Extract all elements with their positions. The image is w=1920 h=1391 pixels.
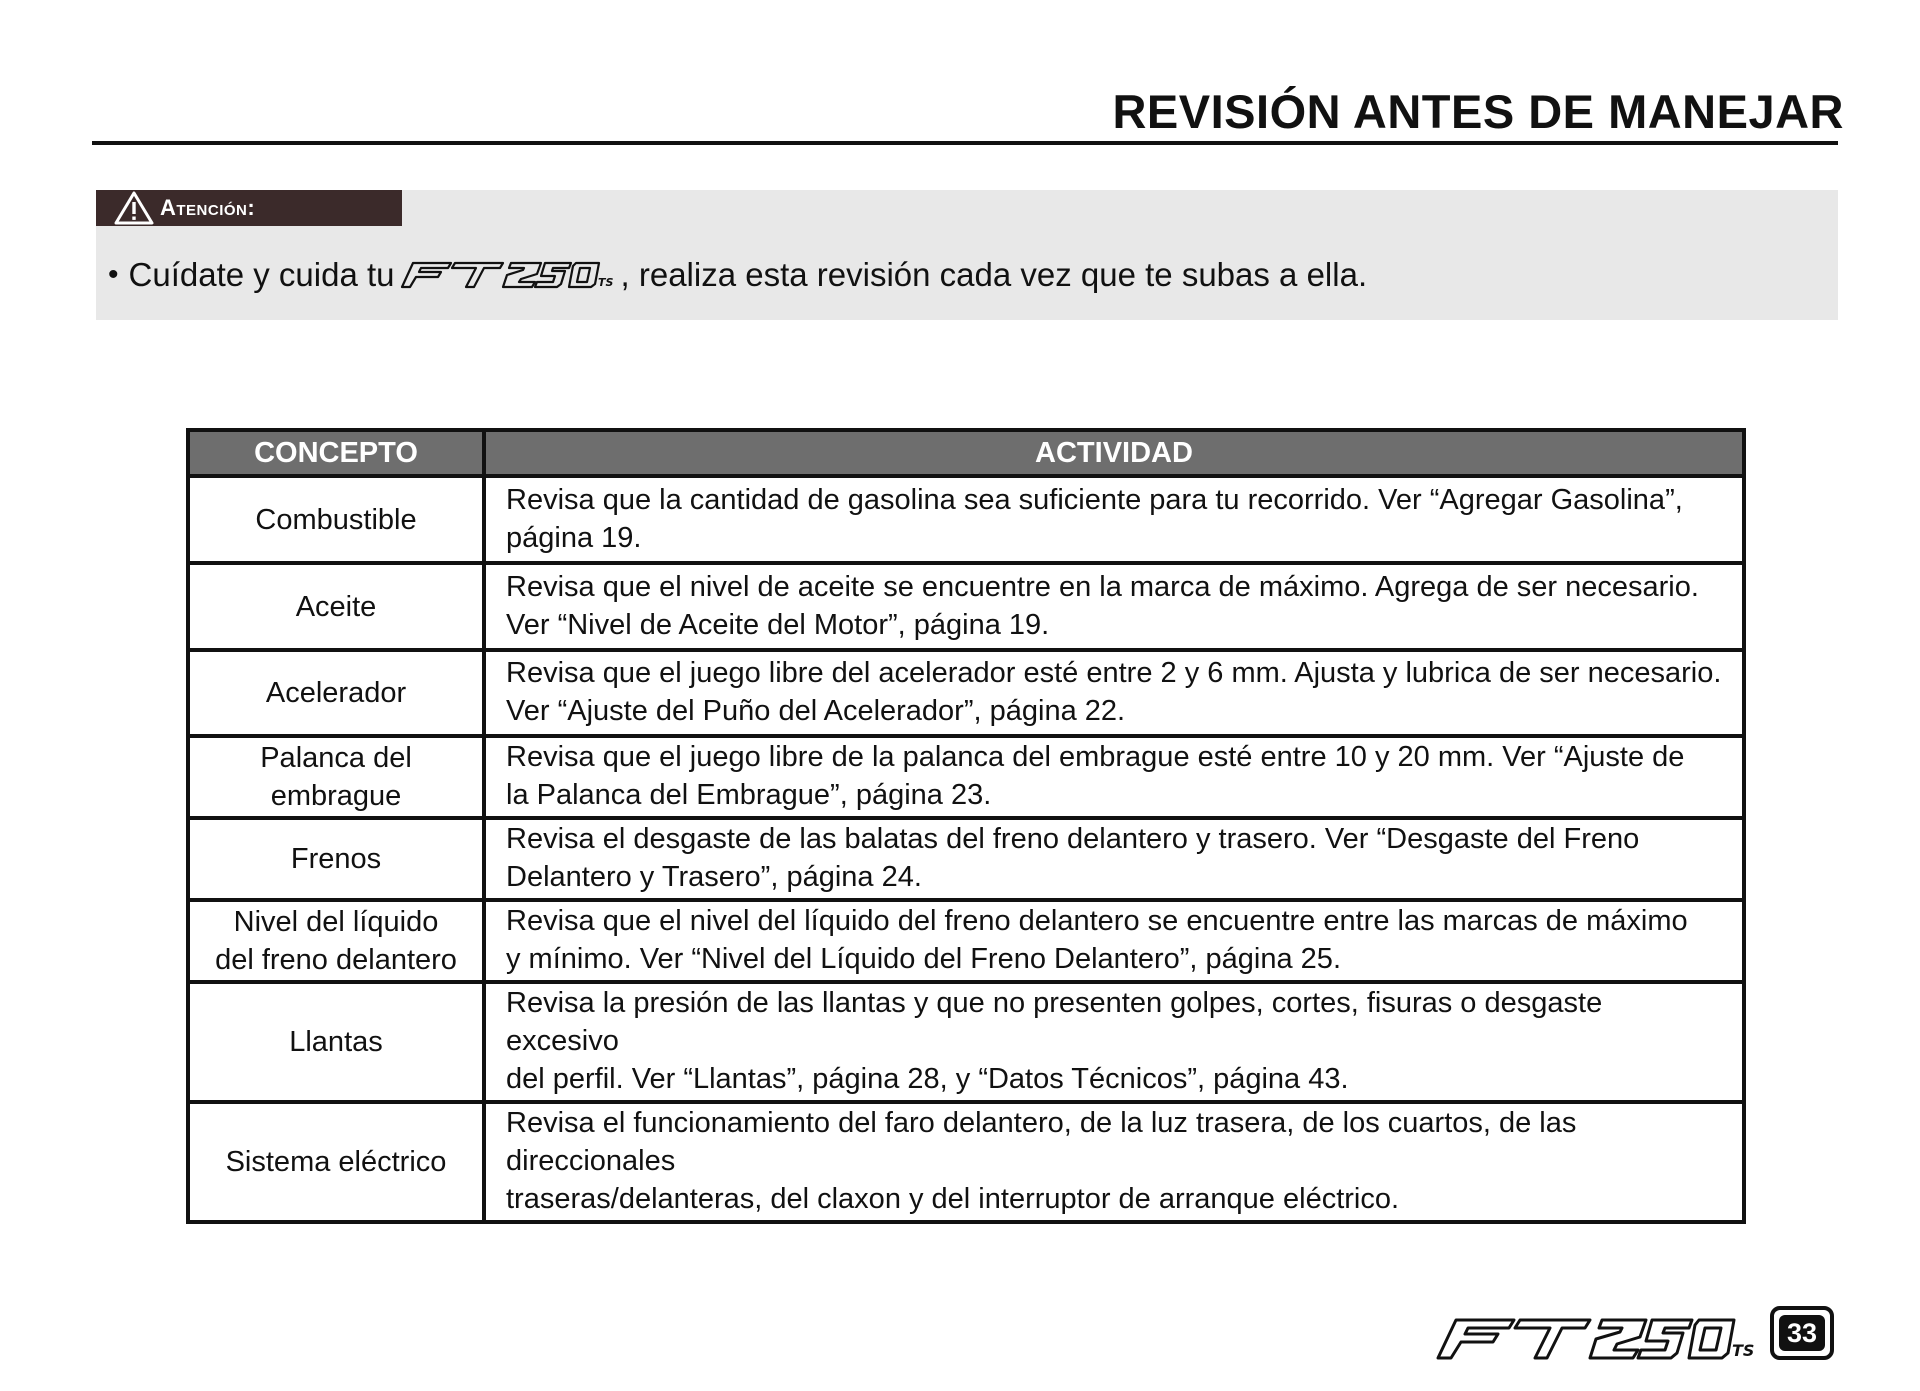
table-row (188, 563, 1744, 650)
page-title: REVISIÓN ANTES DE MANEJAR (1112, 85, 1844, 138)
attention-text-after: , realiza esta revisión cada vez que te subas a ella. (620, 256, 1368, 293)
concept-cell (188, 650, 484, 736)
activity-line: Revisa que el nivel de aceite se encuentre en la marca de máximo. Agrega de ser necesario. (506, 570, 1699, 603)
activity-line: del perfil. Ver “Llantas”, página 28, y “Datos Técnicos”, página 43. (506, 1063, 1349, 1095)
activity-cell (484, 476, 1744, 563)
activity-line: página 19. (506, 521, 642, 554)
column-header-concepto: CONCEPTO (188, 430, 484, 476)
activity-line: la Palanca del Embrague”, página 23. (506, 779, 992, 811)
concept-line: Sistema eléctrico (225, 1146, 447, 1178)
activity-line: Revisa que el juego libre del acelerador esté entre 2 y 6 mm. Ajusta y lubrica de ser necesario. (506, 657, 1722, 689)
table-row (188, 736, 1744, 818)
attention-label (96, 190, 402, 226)
ft250ts-footer-logo-icon (1434, 1316, 1760, 1362)
activity-cell (484, 736, 1744, 818)
table-row (188, 982, 1744, 1102)
activity-line: Revisa que el juego libre de la palanca del embrague esté entre 10 y 20 mm. Ver “Ajuste de (506, 741, 1685, 773)
activity-cell (484, 563, 1744, 650)
concept-cell (188, 900, 484, 982)
activity-line: Revisa el funcionamiento del faro delantero, de la luz trasera, de los cuartos, de las direccionales (506, 1107, 1577, 1177)
attention-panel (96, 190, 1838, 320)
activity-cell (484, 900, 1744, 982)
activity-line: Revisa que la cantidad de gasolina sea suficiente para tu recorrido. Ver “Agregar Gasolina”, (506, 483, 1683, 516)
table-header-row (188, 430, 1744, 476)
title-divider (92, 141, 1838, 145)
activity-cell (484, 650, 1744, 736)
concept-line: Aceite (295, 590, 377, 623)
concept-cell (188, 1102, 484, 1222)
checklist-table (186, 428, 1746, 1224)
activity-line: Revisa el desgaste de las balatas del freno delantero y trasero. Ver “Desgaste del Freno (506, 823, 1640, 855)
column-header-actividad: ACTIVIDAD (484, 430, 1744, 476)
activity-cell (484, 1102, 1744, 1222)
attention-label-text: Atención: (160, 195, 256, 220)
concept-line: Llantas (289, 1026, 383, 1058)
page-number-badge (1770, 1306, 1834, 1360)
concept-cell (188, 736, 484, 818)
concept-cell (188, 982, 484, 1102)
activity-cell (484, 818, 1744, 900)
activity-cell (484, 982, 1744, 1102)
activity-line: Revisa que el nivel del líquido del freno delantero se encuentre entre las marcas de máximo (506, 905, 1688, 937)
svg-text:TS: TS (597, 276, 613, 289)
svg-text:TS: TS (1732, 1341, 1755, 1360)
table-row (188, 476, 1744, 563)
concept-line: Acelerador (265, 677, 407, 709)
activity-line: Delantero y Trasero”, página 24. (506, 861, 922, 893)
activity-line: Ver “Ajuste del Puño del Acelerador”, página 22. (506, 695, 1126, 727)
ft250ts-logo-icon (399, 260, 617, 290)
table-row (188, 1102, 1744, 1222)
concept-line: embrague (270, 780, 402, 812)
concept-line: Frenos (290, 843, 382, 875)
concept-cell (188, 818, 484, 900)
concept-line: Combustible (255, 503, 417, 536)
activity-line: y mínimo. Ver “Nivel del Líquido del Freno Delantero”, página 25. (506, 943, 1341, 975)
concept-line: Palanca del (260, 742, 412, 774)
activity-line: Revisa la presión de las llantas y que no presenten golpes, cortes, fisuras o desgaste excesivo (506, 987, 1603, 1057)
bullet: • (108, 258, 119, 291)
table-row (188, 650, 1744, 736)
warning-triangle-icon (114, 191, 154, 225)
table-row (188, 818, 1744, 900)
concept-line: del freno delantero (215, 944, 457, 976)
table-row (188, 900, 1744, 982)
attention-message (108, 256, 1367, 294)
concept-cell (188, 563, 484, 650)
activity-line: Ver “Nivel de Aceite del Motor”, página 19. (506, 608, 1050, 641)
page-number: 33 (1779, 1315, 1825, 1351)
concept-line: Nivel del líquido (233, 906, 439, 938)
concept-cell (188, 476, 484, 563)
attention-text-before: Cuídate y cuida tu (128, 256, 395, 293)
activity-line: traseras/delanteras, del claxon y del interruptor de arranque eléctrico. (506, 1183, 1400, 1215)
